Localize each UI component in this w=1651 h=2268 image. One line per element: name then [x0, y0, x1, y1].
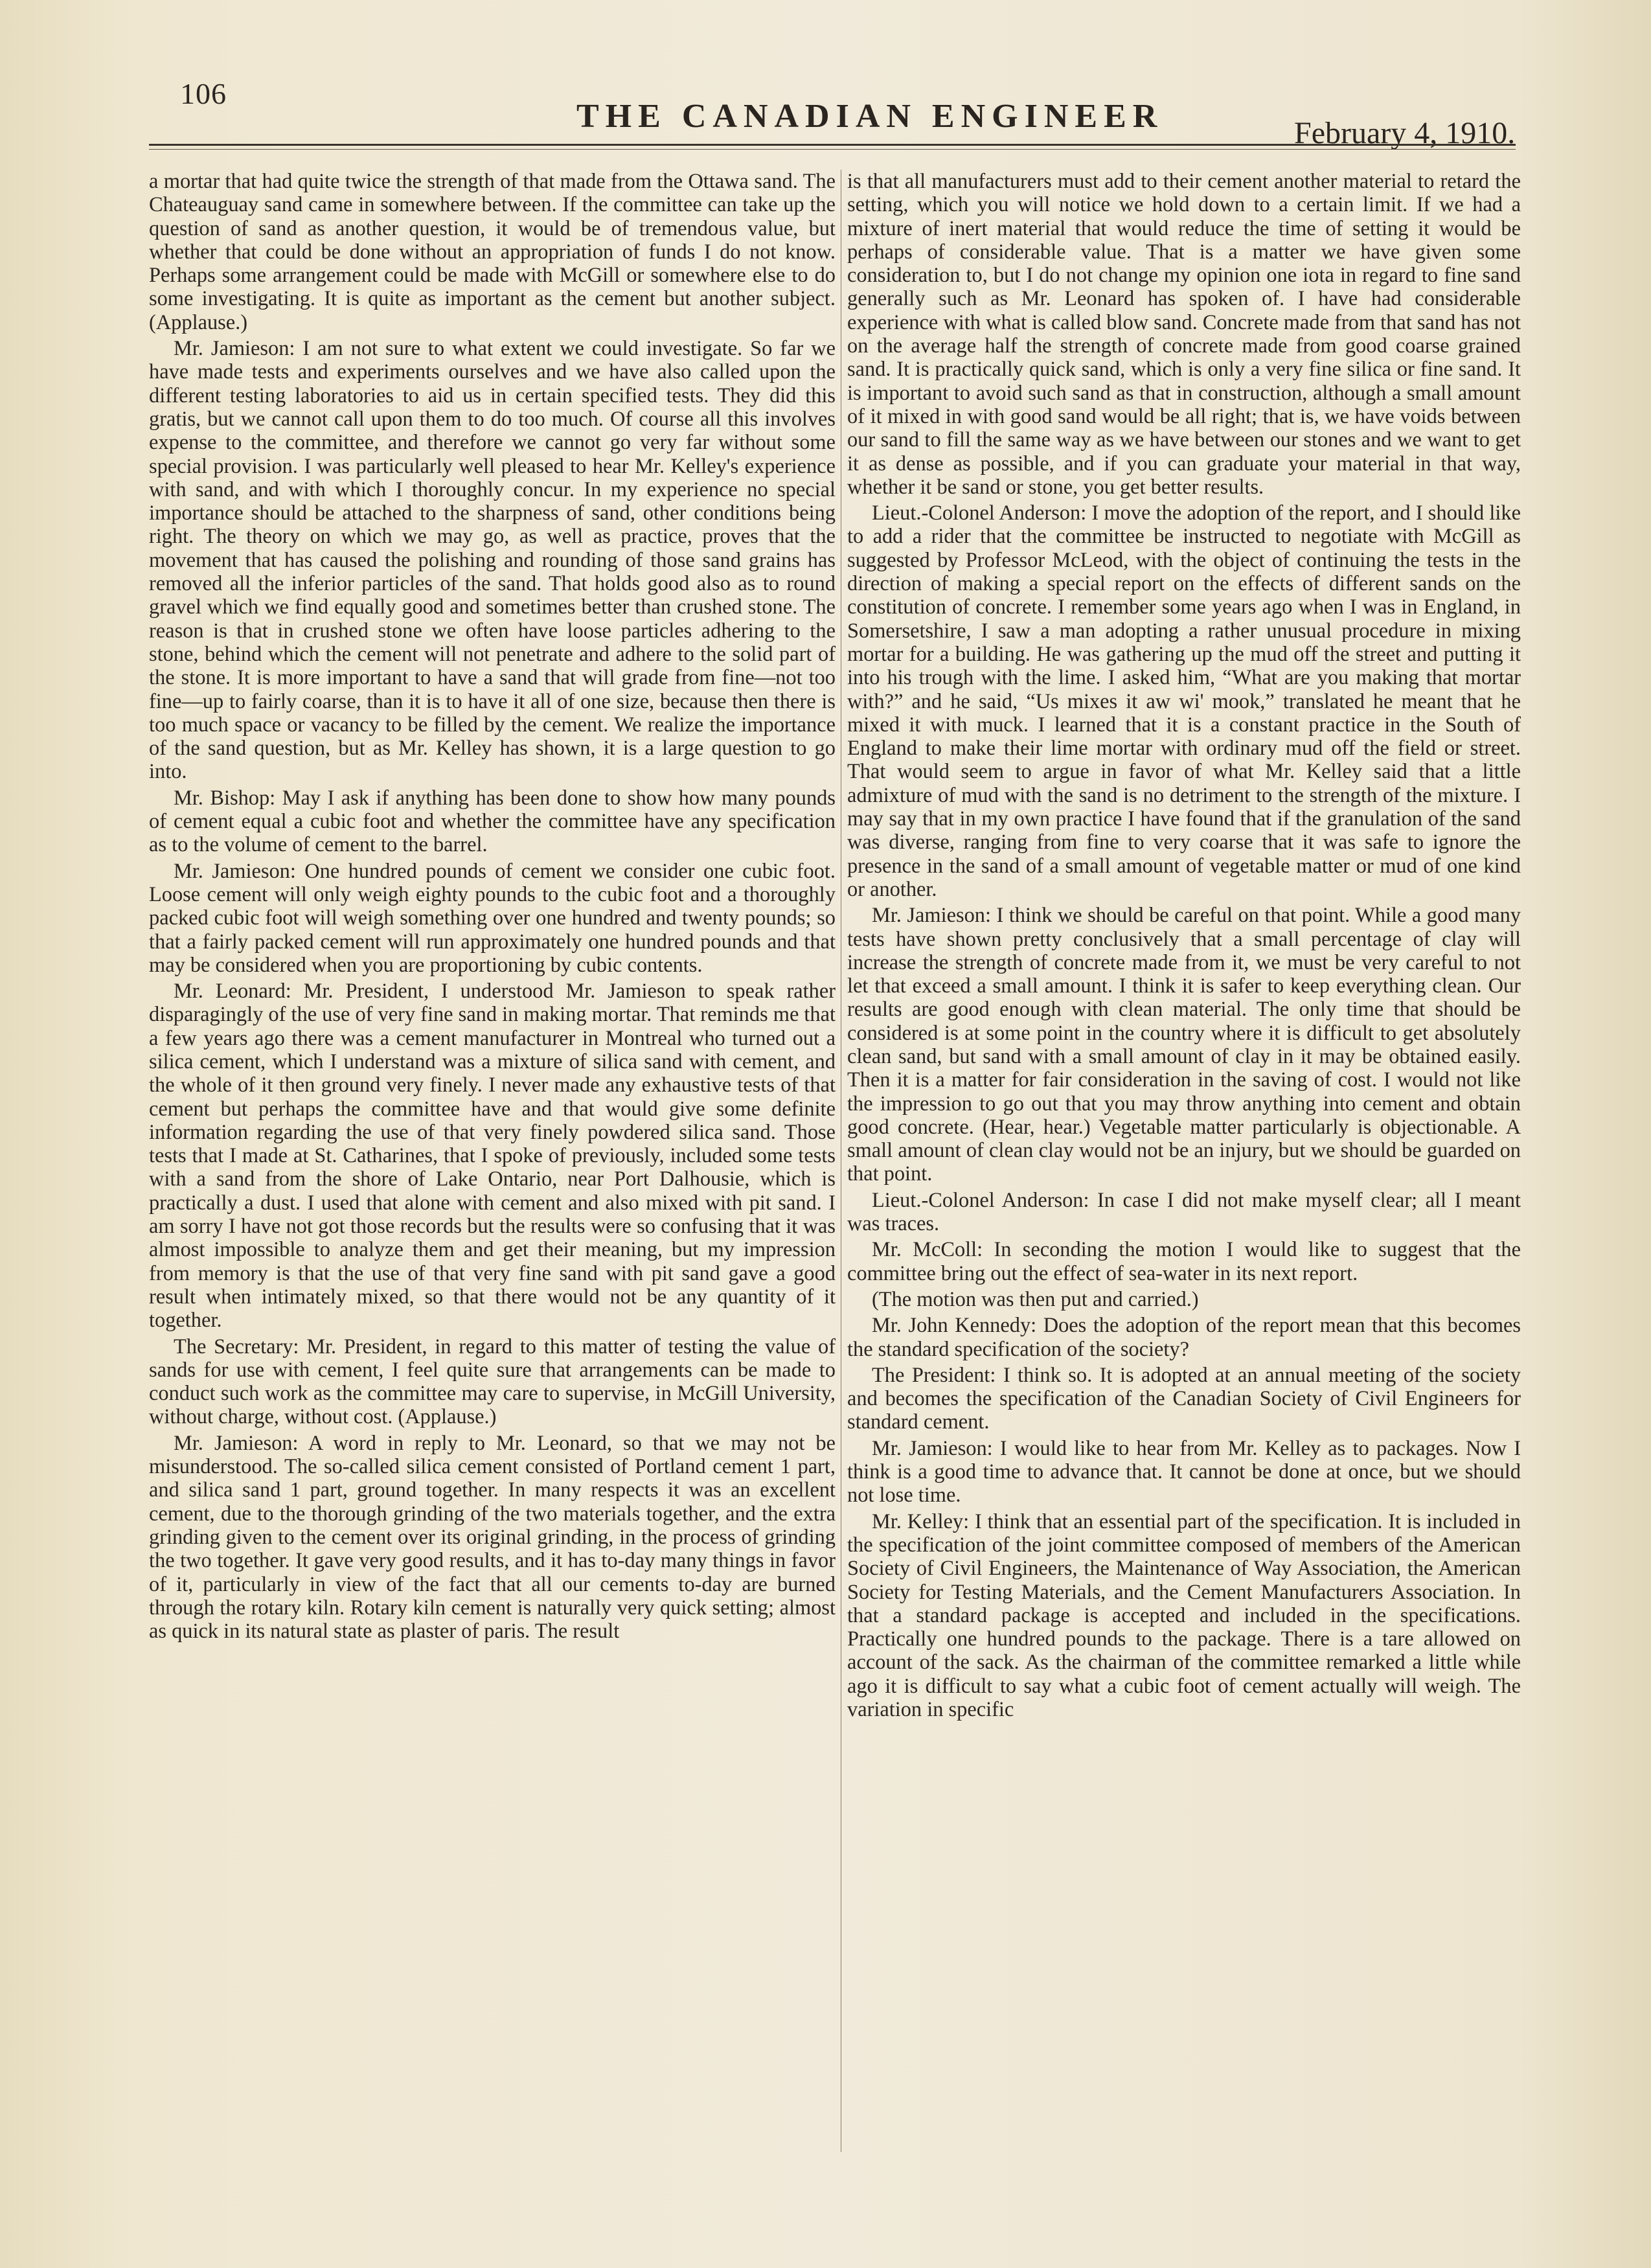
paragraph: Mr. Jamieson: I think we should be careful on that point. While a good many tests have shown pretty conclusively that a small percentage of clay will increase the strength of concrete made from it, we must be very careful to not let that exceed a small amount. I think it is safer to keep everything clean. Our results are good enough with clean material. The only time that should be considered is at some point in the country where it is difficult to get absolutely clean sand, but sand with a small amount of clay in it may be obtained easily. Then it is a matter for fair consideration in the saving of cost. I would not like the impression to go out that you may throw anything into cement and obtain good concrete. (Hear, hear.) Vegetable matter particularly is objectionable. A small amount of clean clay would not be an injury, but we should be guarded on that point. [847, 904, 1521, 1186]
paragraph: Mr. Kelley: I think that an essential part of the specification. It is included in the specification of the joint committee composed of members of the American Society of Civil Engineers, the Maintenance of Way Association, the American Society for Testing Materials, and the Cement Manufacturers Association. In that a standard package is accepted and included in the specifications. Practically one hundred pounds to the package. There is a tare allowed on account of the sack. As the chairman of the committee remarked a little while ago it is difficult to say what a cubic foot of cement actually will weigh. The variation in specific [847, 1509, 1521, 1721]
issue-date: February 4, 1910. [1294, 116, 1516, 150]
paragraph: Mr. Jamieson: I would like to hear from Mr. Kelley as to packages. Now I think is a good time to advance that. It cannot be done at once, but we should not lose time. [847, 1436, 1521, 1507]
paragraph: (The motion was then put and carried.) [872, 1287, 1199, 1311]
paragraph: Mr. Leonard: Mr. President, I understood Mr. Jamieson to speak rather disparagingly of the use of very fine sand in making mortar. That reminds me that a few years ago there was a cement manufacturer in Montreal who turned out a silica cement, which I understand was a mixture of silica sand with cement, and the whole of it then ground very finely. I never made any exhaustive tests of that cement but perhaps the committee have and that would give some definite information regarding the use of that very finely powdered silica sand. Those tests that I made at St. Catharines, that I spoke of previously, included some tests with a sand from the shore of Lake Ontario, near Port Dalhousie, which is practically a dust. I used that alone with cement and also mixed with pit sand. I am sorry I have not got those records but the results were so confusing that it was almost impossible to analyze them and get their meaning, but my impression from memory is that the use of that very fine sand with pit sand gave a good result when intimately mixed, so that there would not be any quantity of it together. [149, 979, 836, 1333]
paragraph: Mr. Jamieson: A word in reply to Mr. Leonard, so that we may not be misunderstood. The so-called silica cement consisted of Portland cement 1 part, and silica sand 1 part, ground together. In many respects it was an excellent cement, due to the thorough grinding of the two materials together, and the extra grinding given to the cement over its original grinding, in the process of grinding the two together. It gave very good results, and it has to-day many things in favor of it, particularly in view of the fact that all our cements to-day are burned through the rotary kiln. Rotary kiln cement is naturally very quick setting; almost as quick in its natural state as plaster of paris. The result [149, 1431, 836, 1644]
header-rule-thin [149, 149, 1516, 150]
paragraph: Mr. Bishop: May I ask if anything has been done to show how many pounds of cement equal a cubic foot and whether the committee have any specification as to the volume of cement to the barrel. [149, 786, 836, 857]
paragraph: Lieut.-Colonel Anderson: In case I did not make myself clear; all I meant was traces. [847, 1188, 1521, 1236]
header-rule [149, 144, 1516, 146]
paragraph: Lieut.-Colonel Anderson: I move the adoption of the report, and I should like to add a rider that the committee be instructed to negotiate with McGill as suggested by Professor McLeod, with the object of continuing the tests in the direction of making a special report on the effects of different sands on the constitution of concrete. I remember some years ago when I was in England, in Somersetshire, I saw a man adopting a rather unusual procedure in mixing mortar for a building. He was gathering up the mud off the street and putting it into his trough with the lime. I asked him, “What are you making that mortar with?” and he said, “Us mixes it aw wi' mook,” translated he meant that he mixed it with muck. I learned that it is a constant practice in the South of England to make their lime mortar with ordinary mud off the field or street. That would seem to argue in favor of what Mr. Kelley said that a little admixture of mud with the sand is no detriment to the strength of the mixture. I may say that in my own practice I have found that if the granulation of the sand was diverse, ranging from fine to very coarse that it was safe to ignore the presence in the sand of a small amount of vegetable matter or mud of one kind or another. [847, 501, 1521, 901]
paragraph: a mortar that had quite twice the strength of that made from the Ottawa sand. The Chateauguay sand came in somewhere between. If the committee can take up the question of sand as another question, it would be of tremendous value, but whether that could be done without an appropriation of funds I do not know. Perhaps some arrangement could be made with McGill or somewhere else to do some investigating. It is quite as important as the cement but another subject. (Applause.) [149, 170, 836, 334]
left-column [149, 170, 836, 1645]
journal-title: THE CANADIAN ENGINEER [576, 98, 1164, 135]
page-header [0, 0, 1651, 162]
paragraph: Mr. Jamieson: One hundred pounds of cement we consider one cubic foot. Loose cement will only weigh eighty pounds to the cubic foot and a thoroughly packed cubic foot will weigh something over one hundred and twenty pounds; so that a fairly packed cement will run approximately one hundred pounds and that may be considered when you are proportioning by cubic contents. [149, 859, 836, 977]
right-column [847, 170, 1521, 1724]
paragraph: is that all manufacturers must add to their cement another material to retard the setting, which you will notice we hold down to a certain limit. If we had a mixture of inert material that would reduce the time of setting it would be perhaps of considerable value. That is a matter we have given some consideration to, but I do not change my opinion one iota in regard to fine sand generally such as Mr. Leonard has spoken of. I have had considerable experience with what is called blow sand. Concrete made from that sand has not on the average half the strength of concrete made from good coarse grained sand. It is practically quick sand, which is only a very fine silica or fine sand. It is important to avoid such sand as that in construction, although a small amount of it mixed in with good sand would be all right; that is, we have voids between our sand to fill the same way as we have between our stones and we want to get it as dense as possible, and if you can graduate your material in that way, whether it be sand or stone, you get better results. [847, 170, 1521, 499]
paragraph: The President: I think so. It is adopted at an annual meeting of the society and becomes the specification of the Canadian Society of Civil Engineers for standard cement. [847, 1363, 1521, 1434]
paragraph: The Secretary: Mr. President, in regard to this matter of testing the value of sands for use with cement, I feel quite sure that arrangements can be made to conduct such work as the committee may care to supervise, in McGill University, without charge, without cost. (Applause.) [149, 1334, 836, 1429]
paragraph: Mr. Jamieson: I am not sure to what extent we could investigate. So far we have made tests and experiments ourselves and we have also called upon the different testing laboratories to aid us in certain specified tests. They did this gratis, but we cannot call upon them to do too much. Of course all this involves expense to the committee, and therefore we cannot go very far without some special provision. I was particularly well pleased to hear Mr. Kelley's experience with sand, and with which I thoroughly concur. In my experience no special importance should be attached to the sharpness of sand, other conditions being right. The theory on which we may go, as well as practice, proves that the movement that has caused the polishing and rounding of those sand grains has removed all the inferior particles of the sand. That holds good also as to round gravel which we find equally good and sometimes better than crushed stone. The reason is that in crushed stone we often have loose particles adhering to the stone, behind which the cement will not penetrate and adhere to the solid part of the stone. It is more important to have a sand that will grade from fine—not too fine—up to fairly coarse, than it is to have it all of one size, because then there is too much space or vacancy to be filled by the cement. We realize the importance of the sand question, but as Mr. Kelley has shown, it is a large question to go into. [149, 337, 836, 784]
paragraph: Mr. McColl: In seconding the motion I would like to suggest that the committee bring out the effect of sea-water in its next report. [847, 1238, 1521, 1285]
page-number: 106 [180, 77, 227, 110]
paragraph: Mr. John Kennedy: Does the adoption of the report mean that this becomes the standard specification of the society? [847, 1314, 1521, 1361]
